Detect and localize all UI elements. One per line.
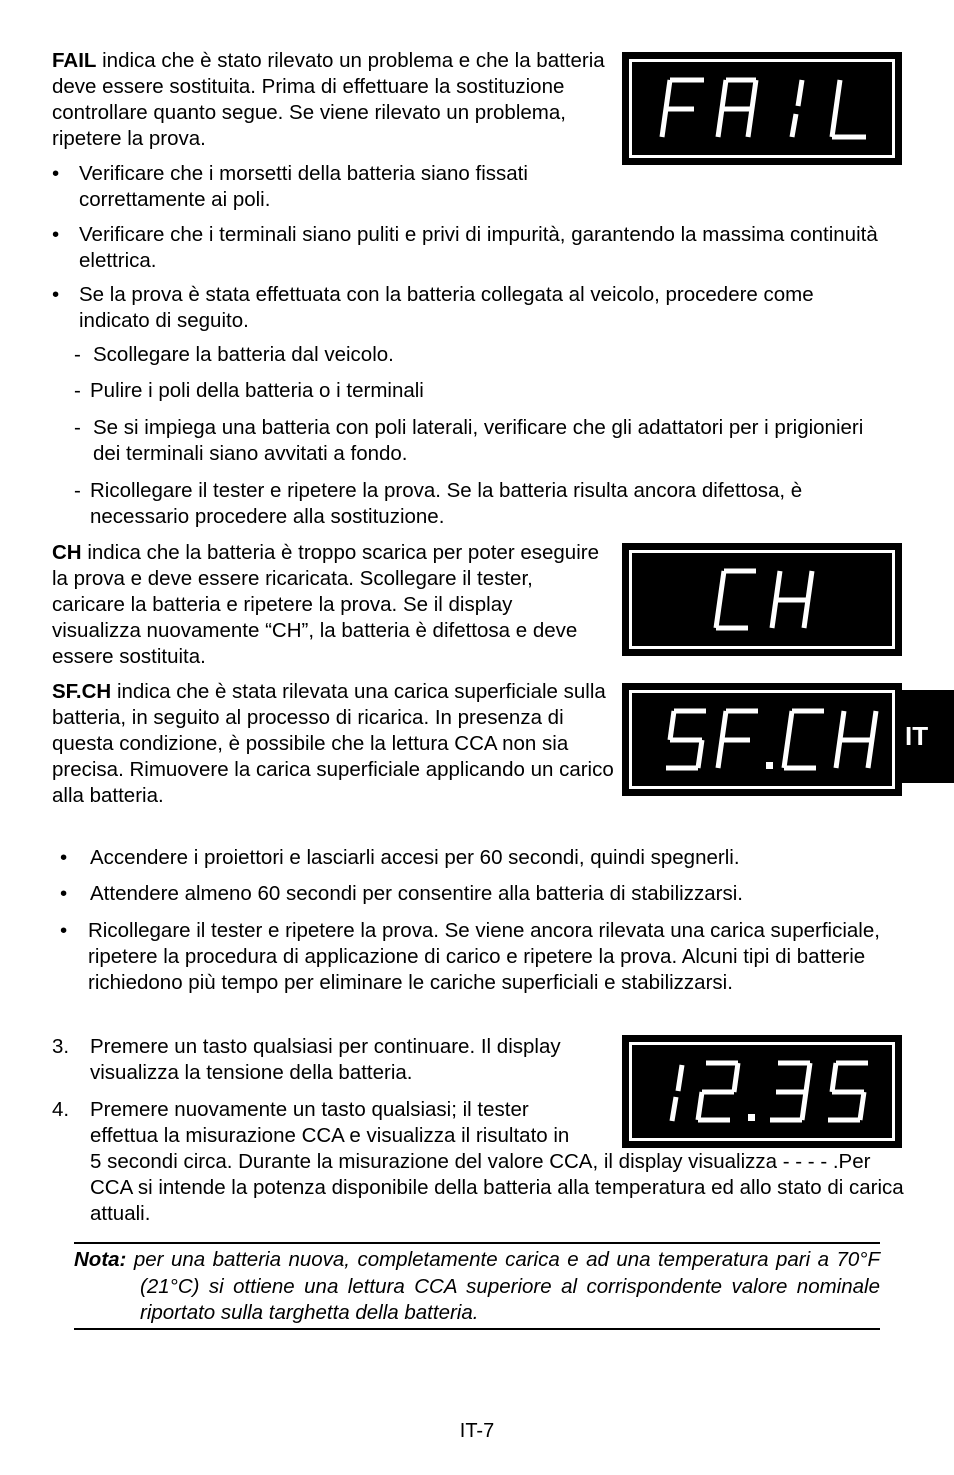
bullet-dot: • bbox=[52, 223, 60, 246]
step-4 bbox=[52, 1097, 912, 1227]
display-wrap-spacer bbox=[580, 1097, 912, 1149]
step-3-text: Premere un tasto qualsiasi per continuare. Il display visualizza la tensione della batteria. bbox=[90, 1035, 561, 1084]
step-4-number: 4. bbox=[52, 1098, 70, 1121]
sfch-bullet-2: • Attendere almeno 60 secondi per consentire alla batteria di stabilizzarsi. bbox=[60, 881, 910, 907]
fail-bullet-1 bbox=[52, 161, 612, 213]
fail-bullet-3-text: Se la prova è stata effettuata con la batteria collegata al veicolo, procedere come indicato di seguito. bbox=[79, 283, 814, 332]
fail-display bbox=[622, 52, 902, 165]
fail-bullet-1-text: Verificare che i morsetti della batteria siano fissati correttamente ai poli. bbox=[79, 162, 528, 211]
ch-display bbox=[622, 543, 902, 656]
step-3-number: 3. bbox=[52, 1035, 70, 1058]
language-tab bbox=[902, 690, 954, 783]
sfch-description: indica che è stata rilevata una carica superficiale sulla batteria, in seguito al processo di ricarica. In presenza di questa condizione, è possibile che la lettura CCA non sia precisa. Rimuovere la carica superficiale applicando un carico alla batteria. bbox=[52, 680, 614, 807]
ch-display-segments bbox=[622, 543, 902, 656]
fail-subitem-3: - Se si impiega una batteria con poli laterali, verificare che gli adattatori per i prigionieri dei terminali siano avvitati a fondo. bbox=[74, 415, 894, 467]
sfch-paragraph bbox=[52, 679, 618, 809]
fail-subitem-4-text: Ricollegare il tester e ripetere la prova. Se la batteria risulta ancora difettosa, è necessario procedere alla sostituzione. bbox=[90, 479, 803, 528]
fail-subitem-2: - Pulire i poli della batteria o i terminali bbox=[74, 378, 894, 404]
ch-term: CH bbox=[52, 541, 82, 564]
bullet-dot: • bbox=[52, 162, 60, 185]
page-number: IT-7 bbox=[459, 1420, 495, 1442]
fail-bullet-2 bbox=[52, 222, 907, 274]
fail-paragraph bbox=[52, 48, 618, 152]
step-4-text-body: Premere nuovamente un tasto qualsiasi; il tester effettua la misurazione CCA e visualizza il risultato in 5 secondi circa. Durante la misurazione del valore CCA, il display visualizza - - - - .Per CCA si intende la potenza disponibile della batteria alla temperatura ed allo stato di carica attuali. bbox=[90, 1098, 904, 1225]
step-4-text bbox=[52, 1097, 912, 1227]
fail-subitem-1-text: Scollegare la batteria dal veicolo. bbox=[93, 343, 394, 366]
sfch-display-segments bbox=[622, 683, 902, 796]
ch-paragraph bbox=[52, 540, 600, 670]
sfch-bullet-3: • Ricollegare il tester e ripetere la prova. Se viene ancora rilevata una carica superficiale, ripetere la procedura di applicazione di carico e ripetere la prova. Alcuni tipi di batterie richiedono più tempo per eliminare le cariche superficiali e stabilizzarsi. bbox=[60, 918, 902, 996]
note-box bbox=[74, 1247, 880, 1327]
sfch-bullet-2-text: Attendere almeno 60 secondi per consentire alla batteria di stabilizzarsi. bbox=[90, 882, 743, 905]
sfch-bullet-1: • Accendere i proiettori e lasciarli accesi per 60 secondi, quindi spegnerli. bbox=[60, 845, 910, 871]
fail-subitem-2-text: Pulire i poli della batteria o i terminali bbox=[90, 379, 424, 402]
sfch-term: SF.CH bbox=[52, 680, 112, 703]
fail-description: indica che è stato rilevato un problema e che la batteria deve essere sostituita. Prima di effettuare la sostituzione controllare quanto segue. Se viene rilevato un problema, ripetere la prova. bbox=[52, 49, 605, 150]
fail-subitem-3-text: Se si impiega una batteria con poli laterali, verificare che gli adattatori per i prigionieri dei terminali siano avvitati a fondo. bbox=[93, 416, 864, 465]
fail-subitem-4: - Ricollegare il tester e ripetere la prova. Se la batteria risulta ancora difettosa, è necessario procedere alla sostituzione. bbox=[74, 478, 904, 530]
sfch-bullet-3-text: Ricollegare il tester e ripetere la prova. Se viene ancora rilevata una carica superficiale, ripetere la procedura di applicazione di carico e ripetere la prova. Alcuni tipi di batterie richiedono più tempo per eliminare le cariche superficiali e stabilizzarsi. bbox=[88, 919, 880, 994]
note-top-rule bbox=[74, 1242, 880, 1244]
fail-bullet-2-text: Verificare che i terminali siano puliti e privi di impurità, garantendo la massima continuità elettrica. bbox=[79, 223, 878, 272]
step-3 bbox=[52, 1034, 572, 1086]
fail-subitem-1: - Scollegare la batteria dal veicolo. bbox=[74, 342, 894, 368]
note-text: per una batteria nuova, completamente carica e ad una temperatura pari a 70°F (21°C) si ottiene una lettura CCA superiore al corrispondente valore nominale riportato sulla targhetta della batteria. bbox=[133, 1248, 880, 1324]
ch-description: indica che la batteria è troppo scarica per poter eseguire la prova e deve essere ricaricata. Scollegare il tester, caricare la batteria e ripetere la prova. Se il display visualizza nuovamente “CH”, la batteria è difettosa e deve essere sostituita. bbox=[52, 541, 599, 668]
fail-display-segments bbox=[622, 52, 902, 165]
bullet-dot: • bbox=[52, 283, 60, 306]
sfch-bullet-1-text: Accendere i proiettori e lasciarli accesi per 60 secondi, quindi spegnerli. bbox=[90, 846, 740, 869]
fail-bullet-3 bbox=[52, 282, 882, 334]
fail-term: FAIL bbox=[52, 49, 97, 72]
note-bottom-rule bbox=[74, 1328, 880, 1330]
note-label: Nota: bbox=[74, 1248, 127, 1271]
sfch-display bbox=[622, 683, 902, 796]
language-tab-label: IT bbox=[905, 721, 929, 751]
